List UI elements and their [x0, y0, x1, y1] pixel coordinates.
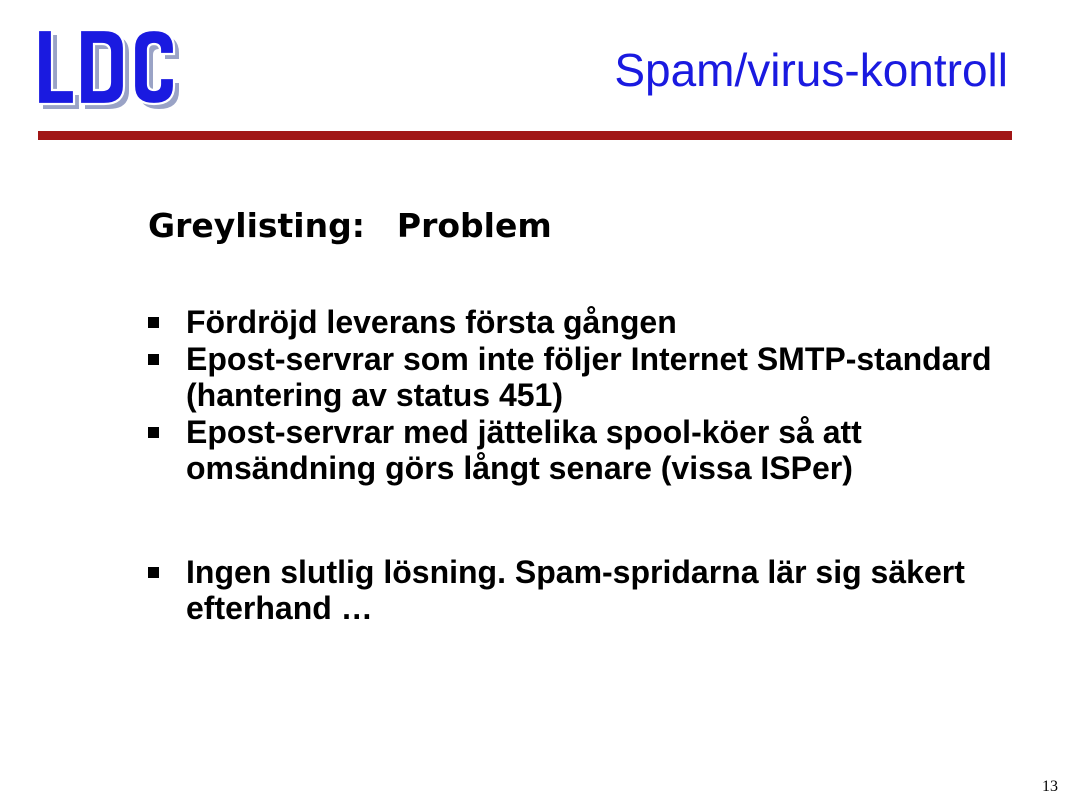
- bullet-item: [146, 414, 1026, 486]
- square-bullet-icon: [148, 567, 159, 578]
- slide-title: Spam/virus-kontroll: [614, 44, 1008, 96]
- bullet-text: Fördröjd leverans första gången: [186, 304, 677, 340]
- title-divider: [38, 131, 1012, 140]
- section-heading: [148, 206, 552, 246]
- bullet-item: [146, 341, 1026, 413]
- square-bullet-icon: [148, 354, 159, 365]
- bullet-text: Ingen slutlig lösning. Spam-spridarna lär sig säkert efterhand …: [186, 554, 965, 626]
- ldc-logo: [34, 28, 184, 112]
- bullet-item: [146, 304, 1026, 340]
- bullet-item: [146, 554, 1026, 626]
- bullet-text: Epost-servrar som inte följer Internet SMTP-standard (hantering av status 451): [186, 341, 992, 413]
- bullet-text: Epost-servrar med jättelika spool-köer så att omsändning görs långt senare (vissa ISPer): [186, 414, 862, 486]
- bullet-list: [146, 304, 1026, 627]
- section-heading-topic: Problem: [396, 206, 552, 245]
- section-heading-label: Greylisting:: [148, 206, 365, 245]
- square-bullet-icon: [148, 317, 159, 328]
- square-bullet-icon: [148, 427, 159, 438]
- ldc-logo-icon: [34, 28, 184, 112]
- page-number: 13: [1042, 778, 1058, 795]
